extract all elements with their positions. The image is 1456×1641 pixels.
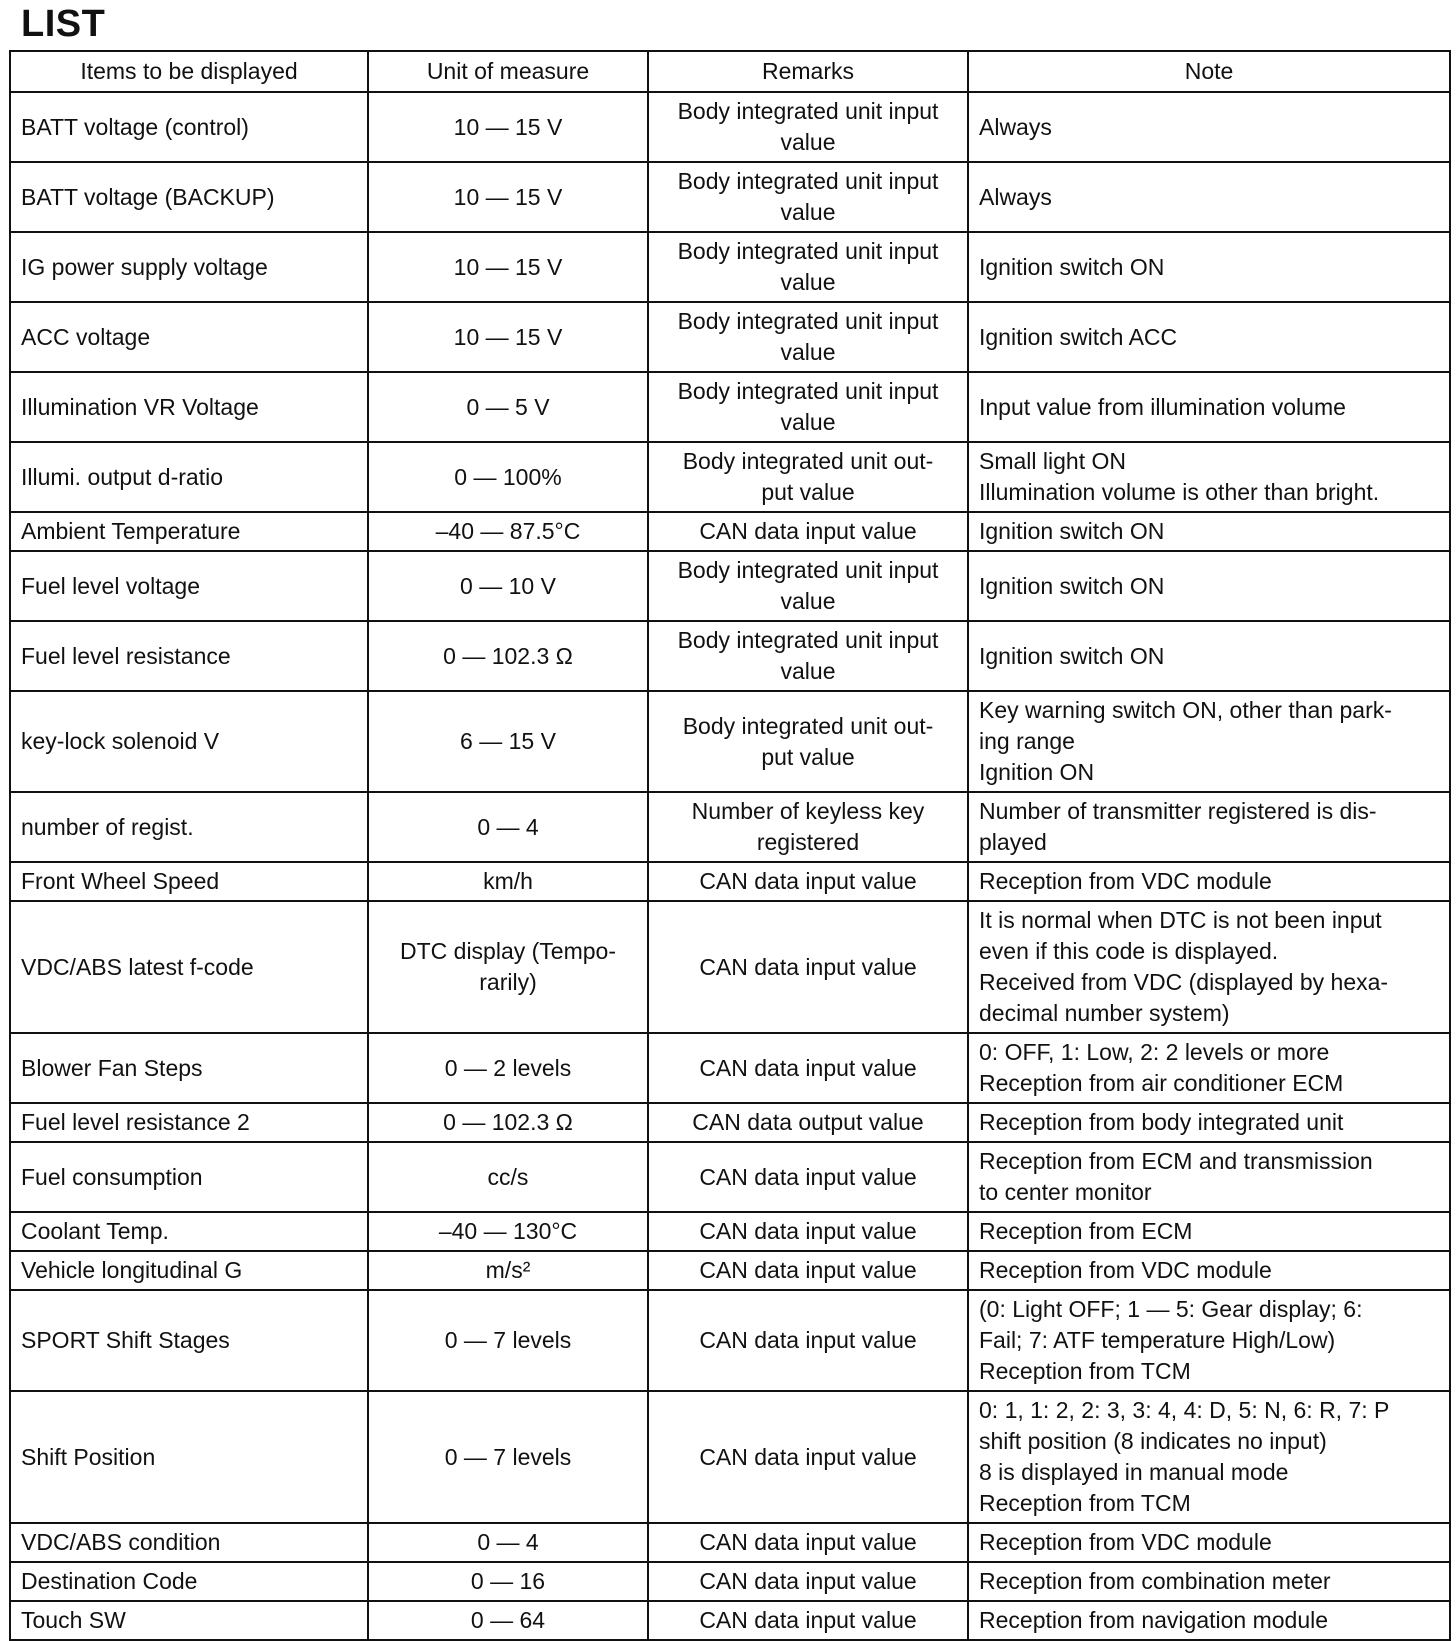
table-row	[10, 1523, 1450, 1562]
row-note-cell: 0: 1, 1: 2, 2: 3, 3: 4, 4: D, 5: N, 6: R, 7: P shift position (8 indicates no input) 8 is displayed in manual mode Reception from TCM	[968, 1391, 1450, 1523]
row-remarks-cell: CAN data input value	[648, 1290, 968, 1391]
row-note-cell: Ignition switch ON	[968, 621, 1450, 691]
row-remarks-cell: Body integrated unit input value	[648, 162, 968, 232]
row-remarks-cell: Body integrated unit out- put value	[648, 691, 968, 792]
row-remarks-cell: Body integrated unit input value	[648, 232, 968, 302]
row-unit-cell: km/h	[368, 862, 648, 901]
row-item-cell: Illumi. output d-ratio	[10, 442, 368, 512]
table-row	[10, 1251, 1450, 1290]
data-list-table	[9, 50, 1451, 1641]
table-row	[10, 162, 1450, 232]
row-remarks-cell: Body integrated unit input value	[648, 621, 968, 691]
row-item-cell: Fuel level voltage	[10, 551, 368, 621]
page-title: LIST	[21, 3, 106, 45]
row-remarks-cell: CAN data input value	[648, 901, 968, 1033]
row-item-cell: Illumination VR Voltage	[10, 372, 368, 442]
row-remarks-cell: CAN data output value	[648, 1103, 968, 1142]
row-remarks-cell: CAN data input value	[648, 1212, 968, 1251]
column-header-note: Note	[968, 51, 1450, 92]
table-row	[10, 691, 1450, 792]
row-note-cell: (0: Light OFF; 1 — 5: Gear display; 6: Fail; 7: ATF temperature High/Low) Reception from TCM	[968, 1290, 1450, 1391]
row-item-cell: BATT voltage (BACKUP)	[10, 162, 368, 232]
row-remarks-cell: Number of keyless key registered	[648, 792, 968, 862]
row-note-cell: Reception from navigation module	[968, 1601, 1450, 1640]
row-unit-cell: 10 — 15 V	[368, 232, 648, 302]
table-row	[10, 1290, 1450, 1391]
row-remarks-cell: CAN data input value	[648, 512, 968, 551]
row-item-cell: Destination Code	[10, 1562, 368, 1601]
row-note-cell: Ignition switch ON	[968, 551, 1450, 621]
row-note-cell: Ignition switch ON	[968, 232, 1450, 302]
row-unit-cell: –40 — 130°C	[368, 1212, 648, 1251]
row-unit-cell: cc/s	[368, 1142, 648, 1212]
table-row	[10, 1562, 1450, 1601]
row-unit-cell: 0 — 102.3 Ω	[368, 621, 648, 691]
row-note-cell: Reception from ECM	[968, 1212, 1450, 1251]
row-item-cell: Vehicle longitudinal G	[10, 1251, 368, 1290]
row-note-cell: Reception from ECM and transmission to center monitor	[968, 1142, 1450, 1212]
row-unit-cell: m/s²	[368, 1251, 648, 1290]
row-remarks-cell: CAN data input value	[648, 1601, 968, 1640]
row-remarks-cell: Body integrated unit input value	[648, 372, 968, 442]
row-item-cell: Fuel consumption	[10, 1142, 368, 1212]
table-row	[10, 1103, 1450, 1142]
row-note-cell: Number of transmitter registered is dis- played	[968, 792, 1450, 862]
row-item-cell: VDC/ABS condition	[10, 1523, 368, 1562]
row-unit-cell: 10 — 15 V	[368, 162, 648, 232]
row-note-cell: Ignition switch ON	[968, 512, 1450, 551]
table-row	[10, 862, 1450, 901]
row-item-cell: Front Wheel Speed	[10, 862, 368, 901]
row-item-cell: Shift Position	[10, 1391, 368, 1523]
table-row	[10, 1033, 1450, 1103]
row-unit-cell: –40 — 87.5°C	[368, 512, 648, 551]
row-note-cell: Input value from illumination volume	[968, 372, 1450, 442]
row-remarks-cell: Body integrated unit input value	[648, 551, 968, 621]
table-row	[10, 372, 1450, 442]
table-row	[10, 1142, 1450, 1212]
row-item-cell: Coolant Temp.	[10, 1212, 368, 1251]
row-unit-cell: 0 — 102.3 Ω	[368, 1103, 648, 1142]
row-unit-cell: 0 — 2 levels	[368, 1033, 648, 1103]
table-header-row	[10, 51, 1450, 92]
table-row	[10, 92, 1450, 162]
column-header-remarks: Remarks	[648, 51, 968, 92]
table-row	[10, 1391, 1450, 1523]
row-unit-cell: 10 — 15 V	[368, 302, 648, 372]
row-note-cell: Always	[968, 92, 1450, 162]
row-note-cell: Reception from body integrated unit	[968, 1103, 1450, 1142]
column-header-items: Items to be displayed	[10, 51, 368, 92]
table-row	[10, 512, 1450, 551]
row-item-cell: ACC voltage	[10, 302, 368, 372]
row-remarks-cell: Body integrated unit out- put value	[648, 442, 968, 512]
row-unit-cell: 6 — 15 V	[368, 691, 648, 792]
row-item-cell: Blower Fan Steps	[10, 1033, 368, 1103]
column-header-unit: Unit of measure	[368, 51, 648, 92]
row-note-cell: Ignition switch ACC	[968, 302, 1450, 372]
row-unit-cell: 0 — 100%	[368, 442, 648, 512]
row-unit-cell: DTC display (Tempo- rarily)	[368, 901, 648, 1033]
row-remarks-cell: CAN data input value	[648, 862, 968, 901]
row-note-cell: 0: OFF, 1: Low, 2: 2 levels or more Reception from air conditioner ECM	[968, 1033, 1450, 1103]
table-row	[10, 1212, 1450, 1251]
row-unit-cell: 0 — 4	[368, 1523, 648, 1562]
row-item-cell: VDC/ABS latest f-code	[10, 901, 368, 1033]
table-row	[10, 621, 1450, 691]
table-row	[10, 302, 1450, 372]
table-body	[10, 92, 1450, 1640]
row-item-cell: BATT voltage (control)	[10, 92, 368, 162]
row-item-cell: Fuel level resistance	[10, 621, 368, 691]
row-unit-cell: 0 — 10 V	[368, 551, 648, 621]
row-unit-cell: 10 — 15 V	[368, 92, 648, 162]
row-unit-cell: 0 — 7 levels	[368, 1290, 648, 1391]
row-note-cell: Reception from VDC module	[968, 862, 1450, 901]
row-item-cell: key-lock solenoid V	[10, 691, 368, 792]
table-row	[10, 901, 1450, 1033]
row-note-cell: Reception from VDC module	[968, 1251, 1450, 1290]
row-note-cell: It is normal when DTC is not been input even if this code is displayed. Received from VDC (displayed by hexa- decimal number system)	[968, 901, 1450, 1033]
row-remarks-cell: CAN data input value	[648, 1562, 968, 1601]
row-remarks-cell: Body integrated unit input value	[648, 92, 968, 162]
row-item-cell: Touch SW	[10, 1601, 368, 1640]
row-note-cell: Small light ON Illumination volume is other than bright.	[968, 442, 1450, 512]
table-row	[10, 551, 1450, 621]
row-unit-cell: 0 — 7 levels	[368, 1391, 648, 1523]
row-unit-cell: 0 — 64	[368, 1601, 648, 1640]
row-remarks-cell: Body integrated unit input value	[648, 302, 968, 372]
row-unit-cell: 0 — 16	[368, 1562, 648, 1601]
row-note-cell: Reception from VDC module	[968, 1523, 1450, 1562]
row-item-cell: IG power supply voltage	[10, 232, 368, 302]
row-note-cell: Always	[968, 162, 1450, 232]
row-item-cell: Ambient Temperature	[10, 512, 368, 551]
table-row	[10, 792, 1450, 862]
row-note-cell: Key warning switch ON, other than park- ing range Ignition ON	[968, 691, 1450, 792]
row-remarks-cell: CAN data input value	[648, 1251, 968, 1290]
row-item-cell: number of regist.	[10, 792, 368, 862]
row-item-cell: Fuel level resistance 2	[10, 1103, 368, 1142]
row-remarks-cell: CAN data input value	[648, 1391, 968, 1523]
table-row	[10, 1601, 1450, 1640]
row-remarks-cell: CAN data input value	[648, 1142, 968, 1212]
row-unit-cell: 0 — 4	[368, 792, 648, 862]
row-remarks-cell: CAN data input value	[648, 1523, 968, 1562]
row-remarks-cell: CAN data input value	[648, 1033, 968, 1103]
table-row	[10, 442, 1450, 512]
table-row	[10, 232, 1450, 302]
row-unit-cell: 0 — 5 V	[368, 372, 648, 442]
row-item-cell: SPORT Shift Stages	[10, 1290, 368, 1391]
row-note-cell: Reception from combination meter	[968, 1562, 1450, 1601]
